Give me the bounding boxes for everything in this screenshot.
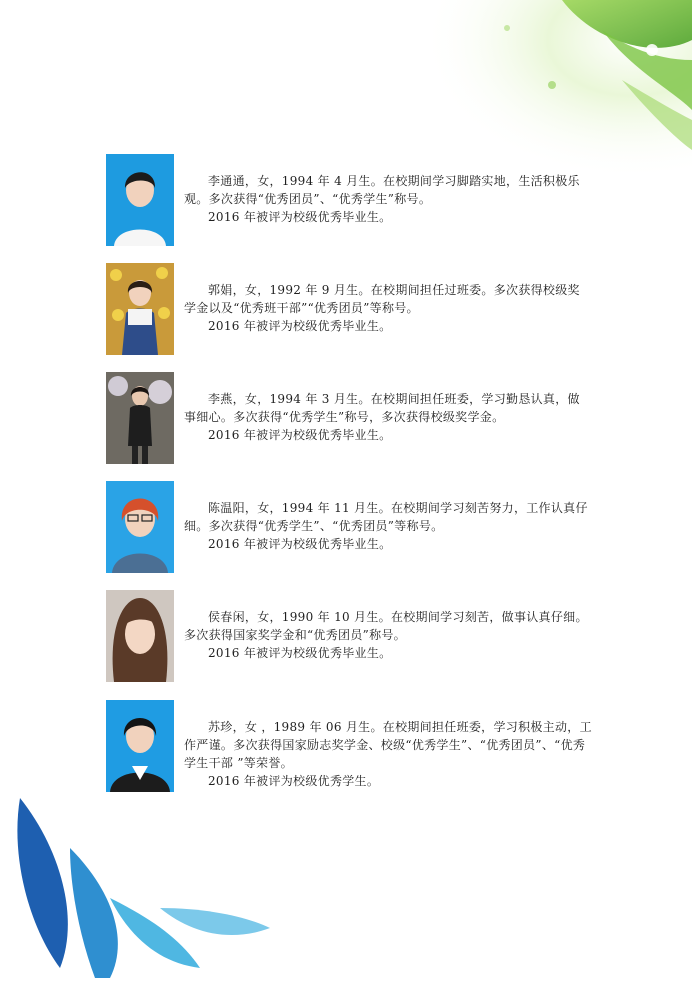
student-bio: 李燕，女，1994 年 3 月生。在校期间担任班委，学习勤恳认真，做事细心。多次获得“优秀学生”称号，多次获得校级奖学金。 (184, 392, 580, 424)
leaf-decoration-bottom (0, 778, 300, 978)
student-entry (0, 154, 692, 254)
student-bio: 苏珍，女 ，1989 年 06 月生。在校期间担任班委，学习积极主动，工作严谨。多次获得国家励志奖学金、校级“优秀学生”、“优秀团员”、“优秀学生干部 ”等荣誉。 (184, 720, 592, 770)
student-entry (0, 481, 692, 581)
student-honor: 2016 年被评为校级优秀毕业生。 (208, 537, 392, 551)
student-entry (0, 372, 692, 472)
student-honor: 2016 年被评为校级优秀毕业生。 (208, 210, 392, 224)
student-entry (0, 590, 692, 690)
student-photo (106, 372, 174, 464)
student-honor: 2016 年被评为校级优秀毕业生。 (208, 319, 392, 333)
student-text (184, 608, 592, 662)
student-photo (106, 590, 174, 682)
student-text (184, 281, 592, 335)
portrait-image (106, 263, 174, 355)
student-text (184, 172, 592, 226)
student-text (184, 390, 592, 444)
student-text (184, 499, 592, 553)
student-bio: 郭娟，女，1992 年 9 月生。在校期间担任过班委。多次获得校级奖学金以及“优秀班干部”“优秀团员”等称号。 (184, 283, 580, 315)
student-honor: 2016 年被评为校级优秀毕业生。 (208, 428, 392, 442)
student-bio: 李通通，女，1994 年 4 月生。在校期间学习脚踏实地，生活积极乐观。多次获得“优秀团员”、“优秀学生”称号。 (184, 174, 580, 206)
portrait-image (106, 372, 174, 464)
student-bio: 陈温阳，女，1994 年 11 月生。在校期间学习刻苦努力，工作认真仔细。多次获得“优秀学生”、“优秀团员”等称号。 (184, 501, 588, 533)
student-honor: 2016 年被评为校级优秀毕业生。 (208, 646, 392, 660)
student-honor: 2016 年被评为校级优秀学生。 (208, 774, 380, 788)
student-bio: 侯春闲，女，1990 年 10 月生。在校期间学习刻苦，做事认真仔细。多次获得国家奖学金和“优秀团员”称号。 (184, 610, 588, 642)
student-entry (0, 263, 692, 363)
portrait-image (106, 481, 174, 573)
portrait-image (106, 590, 174, 682)
student-photo (106, 481, 174, 573)
portrait-image (106, 154, 174, 246)
student-photo (106, 263, 174, 355)
student-photo (106, 154, 174, 246)
